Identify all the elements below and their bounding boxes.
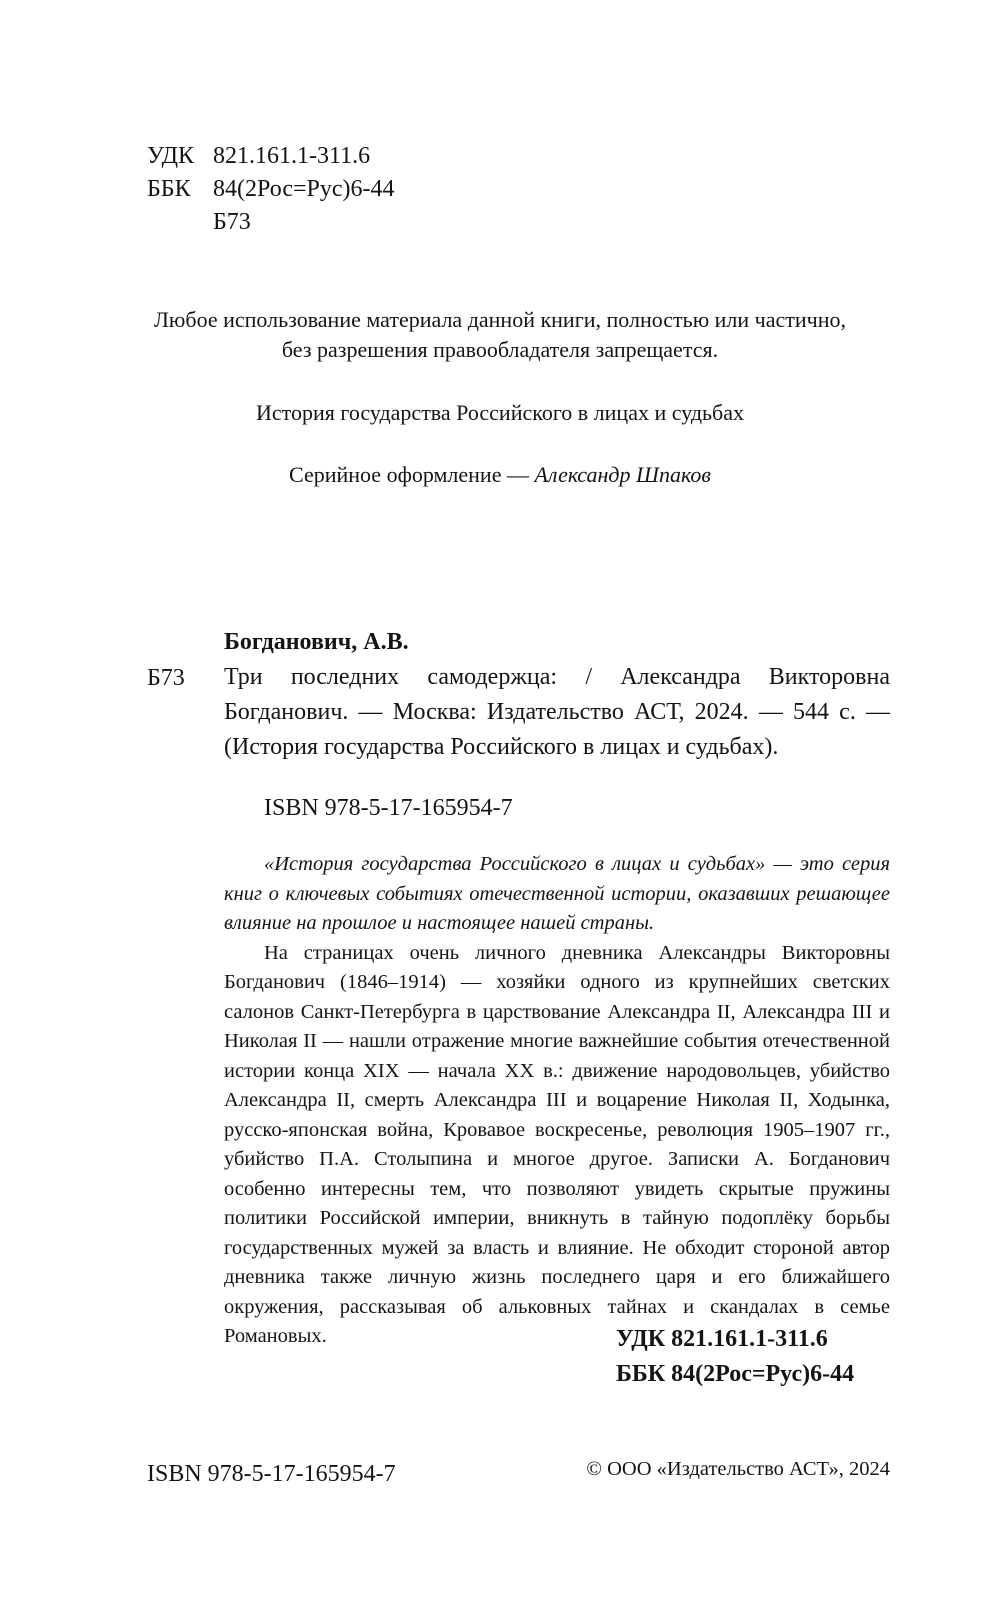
bibliographic-isbn: ISBN 978-5-17-165954-7 bbox=[264, 795, 513, 821]
series-note: «История государства Российского в лицах и судьбах» — это серия книг о ключевых событиях отечественной истории, оказавших решающее влияние на прошлое и настоящее нашей страны. bbox=[224, 853, 890, 934]
notice-line-2: без разрешения правообладателя запрещается. bbox=[281, 337, 719, 362]
bibliographic-author: Богданович, А.В. bbox=[224, 629, 409, 655]
udk-value: 821.161.1-311.6 bbox=[213, 143, 371, 169]
footer-bbk: ББК 84(2Рос=Рус)6-44 bbox=[616, 1361, 855, 1387]
bbk-label: ББК bbox=[147, 176, 191, 202]
udk-row bbox=[147, 140, 395, 173]
series-title: История государства Российского в лицах и судьбах bbox=[255, 400, 745, 425]
bibliographic-author-mark: Б73 bbox=[147, 665, 185, 691]
footer-copyright: © ООО «Издательство АСТ», 2024 bbox=[586, 1458, 890, 1480]
copyright-notice bbox=[0, 305, 1000, 365]
author-mark: Б73 bbox=[213, 209, 251, 235]
bbk-value: 84(2Рос=Рус)6-44 bbox=[213, 176, 395, 202]
footer-udk: УДК 821.161.1-311.6 bbox=[616, 1326, 828, 1352]
footer-classification bbox=[616, 1322, 854, 1392]
design-label: Серийное оформление — bbox=[289, 462, 535, 487]
footer-isbn: ISBN 978-5-17-165954-7 bbox=[147, 1461, 396, 1487]
series-design-credit bbox=[0, 460, 1000, 490]
author-mark-row bbox=[147, 206, 395, 239]
classification-block bbox=[147, 140, 395, 239]
notice-line-1: Любое использование материала данной книги, полностью или частично, bbox=[154, 307, 846, 332]
summary: На страницах очень личного дневника Александры Викторовны Богданович (1846–1914) — хозяйки одного из крупнейших светских салонов Санкт-Петербурга в царствование Александра II, Александра III и Николая II — нашли отражение многие важнейшие события отечественной истории конца XIX — начала XX в.: движение народовольцев, убийство Александра II, смерть Александра III и воцарение Николая II, Ходынка, русско-японская война, Кровавое воскресенье, революция 1905–1907 гг., убийство П.А. Столыпина и многое другое. Записки А. Богданович особенно интересны тем, что позволяют увидеть скрытые пружины политики Российской империи, вникнуть в тайную подоплёку борьбы государственных мужей за власть и влияние. Не обходит стороной автор дневника также личную жизнь последнего царя и его ближайшего окружения, рассказывая об альковных тайнах и скандалах в семье Романовых. bbox=[224, 941, 890, 1347]
bibliographic-description: Три последних самодержца: / Александра Викторовна Богданович. — Москва: Издательство АСТ, 2024. — 544 с. — (История государства Российского в лицах и судьбах). bbox=[224, 664, 890, 760]
bbk-row bbox=[147, 173, 395, 206]
abstract bbox=[224, 850, 890, 1352]
designer-name: Александр Шпаков bbox=[534, 462, 711, 487]
udk-label: УДК bbox=[147, 143, 194, 169]
